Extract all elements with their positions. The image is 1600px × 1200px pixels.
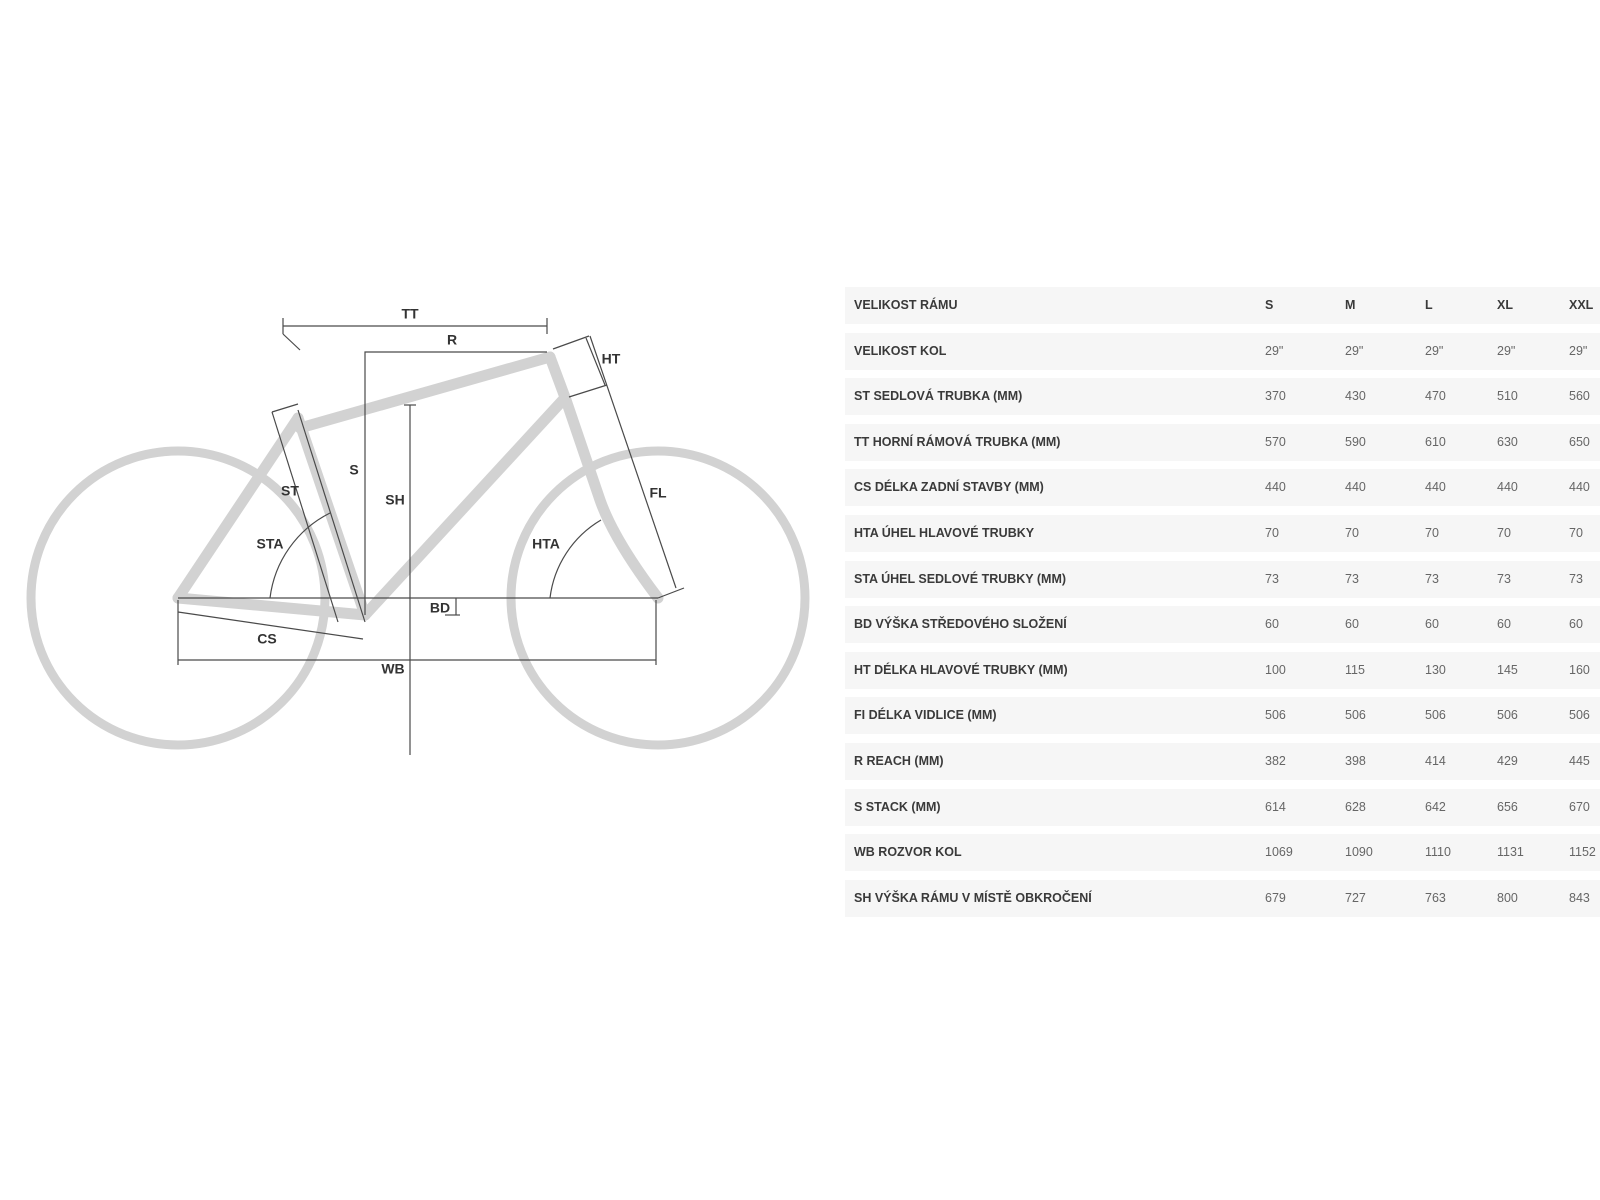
label-st: ST bbox=[281, 482, 299, 499]
row-value: 843 bbox=[1569, 890, 1590, 905]
row-value: 630 bbox=[1497, 434, 1518, 449]
label-ht: HT bbox=[601, 350, 621, 367]
row-value: 60 bbox=[1345, 617, 1359, 632]
header-size-xxl: XXL bbox=[1569, 298, 1594, 312]
row-value: 506 bbox=[1497, 708, 1518, 723]
row-value: 440 bbox=[1497, 480, 1518, 495]
table-header-row bbox=[845, 287, 1600, 324]
row-value: 370 bbox=[1265, 389, 1286, 404]
table-row bbox=[845, 378, 1600, 415]
row-value: 1131 bbox=[1497, 845, 1524, 860]
row-value: 73 bbox=[1569, 571, 1583, 586]
row-value: 130 bbox=[1425, 662, 1446, 677]
label-tt: TT bbox=[401, 305, 419, 322]
row-value: 727 bbox=[1345, 890, 1366, 905]
row-value: 115 bbox=[1345, 662, 1365, 677]
row-value: 73 bbox=[1497, 571, 1511, 586]
row-value: 73 bbox=[1265, 571, 1279, 586]
row-value: 440 bbox=[1425, 480, 1446, 495]
row-value: 628 bbox=[1345, 799, 1366, 814]
table-row bbox=[845, 515, 1600, 552]
label-s: S bbox=[349, 461, 359, 478]
row-value: 1069 bbox=[1265, 845, 1293, 860]
row-value: 440 bbox=[1265, 480, 1286, 495]
row-value: 70 bbox=[1345, 525, 1359, 540]
row-value: 642 bbox=[1425, 799, 1446, 814]
row-value: 506 bbox=[1345, 708, 1366, 723]
table-body bbox=[845, 333, 1600, 917]
row-label: R REACH (MM) bbox=[854, 753, 944, 768]
table-row bbox=[845, 834, 1600, 871]
row-value: 506 bbox=[1569, 708, 1590, 723]
row-value: 656 bbox=[1497, 799, 1518, 814]
table-row bbox=[845, 469, 1600, 506]
row-value: 29" bbox=[1265, 343, 1284, 358]
row-label: TT HORNÍ RÁMOVÁ TRUBKA (MM) bbox=[854, 434, 1061, 449]
row-value: 650 bbox=[1569, 434, 1590, 449]
row-value: 100 bbox=[1265, 662, 1286, 677]
row-label: HT DÉLKA HLAVOVÉ TRUBKY (MM) bbox=[854, 662, 1068, 677]
row-value: 430 bbox=[1345, 389, 1366, 404]
table-row bbox=[845, 789, 1600, 826]
row-label: WB ROZVOR KOL bbox=[854, 845, 962, 860]
geometry-table bbox=[845, 287, 1600, 925]
header-size-l: L bbox=[1425, 298, 1433, 312]
table-row bbox=[845, 743, 1600, 780]
row-label: SH VÝŠKA RÁMU V MÍSTĚ OBKROČENÍ bbox=[854, 890, 1092, 905]
row-value: 60 bbox=[1497, 617, 1511, 632]
row-value: 763 bbox=[1425, 890, 1446, 905]
label-fl: FL bbox=[649, 484, 667, 501]
row-value: 60 bbox=[1425, 617, 1439, 632]
label-cs: CS bbox=[257, 630, 277, 647]
row-value: 160 bbox=[1569, 662, 1590, 677]
row-value: 670 bbox=[1569, 799, 1590, 814]
header-size-m: M bbox=[1345, 298, 1356, 312]
row-value: 29" bbox=[1569, 343, 1588, 358]
row-value: 1152 bbox=[1569, 845, 1596, 860]
row-value: 429 bbox=[1497, 753, 1518, 768]
row-value: 70 bbox=[1497, 525, 1511, 540]
row-label: VELIKOST KOL bbox=[854, 343, 947, 358]
row-value: 70 bbox=[1425, 525, 1439, 540]
label-sh: SH bbox=[385, 491, 405, 508]
row-label: FI DÉLKA VIDLICE (MM) bbox=[854, 708, 997, 723]
row-value: 382 bbox=[1265, 753, 1286, 768]
row-value: 590 bbox=[1345, 434, 1366, 449]
row-value: 1090 bbox=[1345, 845, 1373, 860]
label-wb: WB bbox=[381, 660, 405, 677]
row-value: 60 bbox=[1265, 617, 1279, 632]
bike-geometry-diagram bbox=[0, 0, 830, 800]
row-value: 29" bbox=[1497, 343, 1516, 358]
row-value: 506 bbox=[1425, 708, 1446, 723]
row-value: 570 bbox=[1265, 434, 1286, 449]
row-value: 470 bbox=[1425, 389, 1446, 404]
row-value: 29" bbox=[1345, 343, 1364, 358]
table-row bbox=[845, 561, 1600, 598]
row-value: 1110 bbox=[1425, 845, 1451, 860]
row-value: 70 bbox=[1265, 525, 1279, 540]
row-value: 506 bbox=[1265, 708, 1286, 723]
header-size-xl: XL bbox=[1497, 298, 1513, 312]
row-label: ST SEDLOVÁ TRUBKA (MM) bbox=[854, 389, 1023, 404]
row-label: HTA ÚHEL HLAVOVÉ TRUBKY bbox=[854, 525, 1035, 540]
row-label: S STACK (MM) bbox=[854, 799, 941, 814]
row-value: 414 bbox=[1425, 753, 1446, 768]
row-value: 560 bbox=[1569, 389, 1590, 404]
row-value: 510 bbox=[1497, 389, 1518, 404]
row-value: 440 bbox=[1345, 480, 1366, 495]
row-value: 679 bbox=[1265, 890, 1286, 905]
row-value: 614 bbox=[1265, 799, 1286, 814]
table-row bbox=[845, 880, 1600, 917]
row-value: 445 bbox=[1569, 753, 1590, 768]
table-row bbox=[845, 697, 1600, 734]
table-row bbox=[845, 424, 1600, 461]
row-value: 60 bbox=[1569, 617, 1583, 632]
row-value: 800 bbox=[1497, 890, 1518, 905]
bike-frame bbox=[178, 357, 658, 615]
label-bd: BD bbox=[429, 599, 451, 616]
row-value: 29" bbox=[1425, 343, 1444, 358]
label-r: R bbox=[446, 331, 458, 348]
label-sta: STA bbox=[256, 535, 284, 552]
row-value: 398 bbox=[1345, 753, 1366, 768]
row-label: CS DÉLKA ZADNÍ STAVBY (MM) bbox=[854, 480, 1044, 495]
row-value: 73 bbox=[1425, 571, 1439, 586]
row-value: 610 bbox=[1425, 434, 1446, 449]
row-value: 73 bbox=[1345, 571, 1359, 586]
row-value: 440 bbox=[1569, 480, 1590, 495]
header-label: VELIKOST RÁMU bbox=[854, 298, 958, 312]
row-label: STA ÚHEL SEDLOVÉ TRUBKY (MM) bbox=[854, 571, 1067, 586]
table-row bbox=[845, 652, 1600, 689]
row-value: 70 bbox=[1569, 525, 1583, 540]
row-value: 145 bbox=[1497, 662, 1518, 677]
header-size-s: S bbox=[1265, 298, 1274, 312]
row-label: BD VÝŠKA STŘEDOVÉHO SLOŽENÍ bbox=[854, 617, 1067, 632]
table-row bbox=[845, 606, 1600, 643]
table-row bbox=[845, 333, 1600, 370]
label-hta: HTA bbox=[532, 535, 560, 552]
